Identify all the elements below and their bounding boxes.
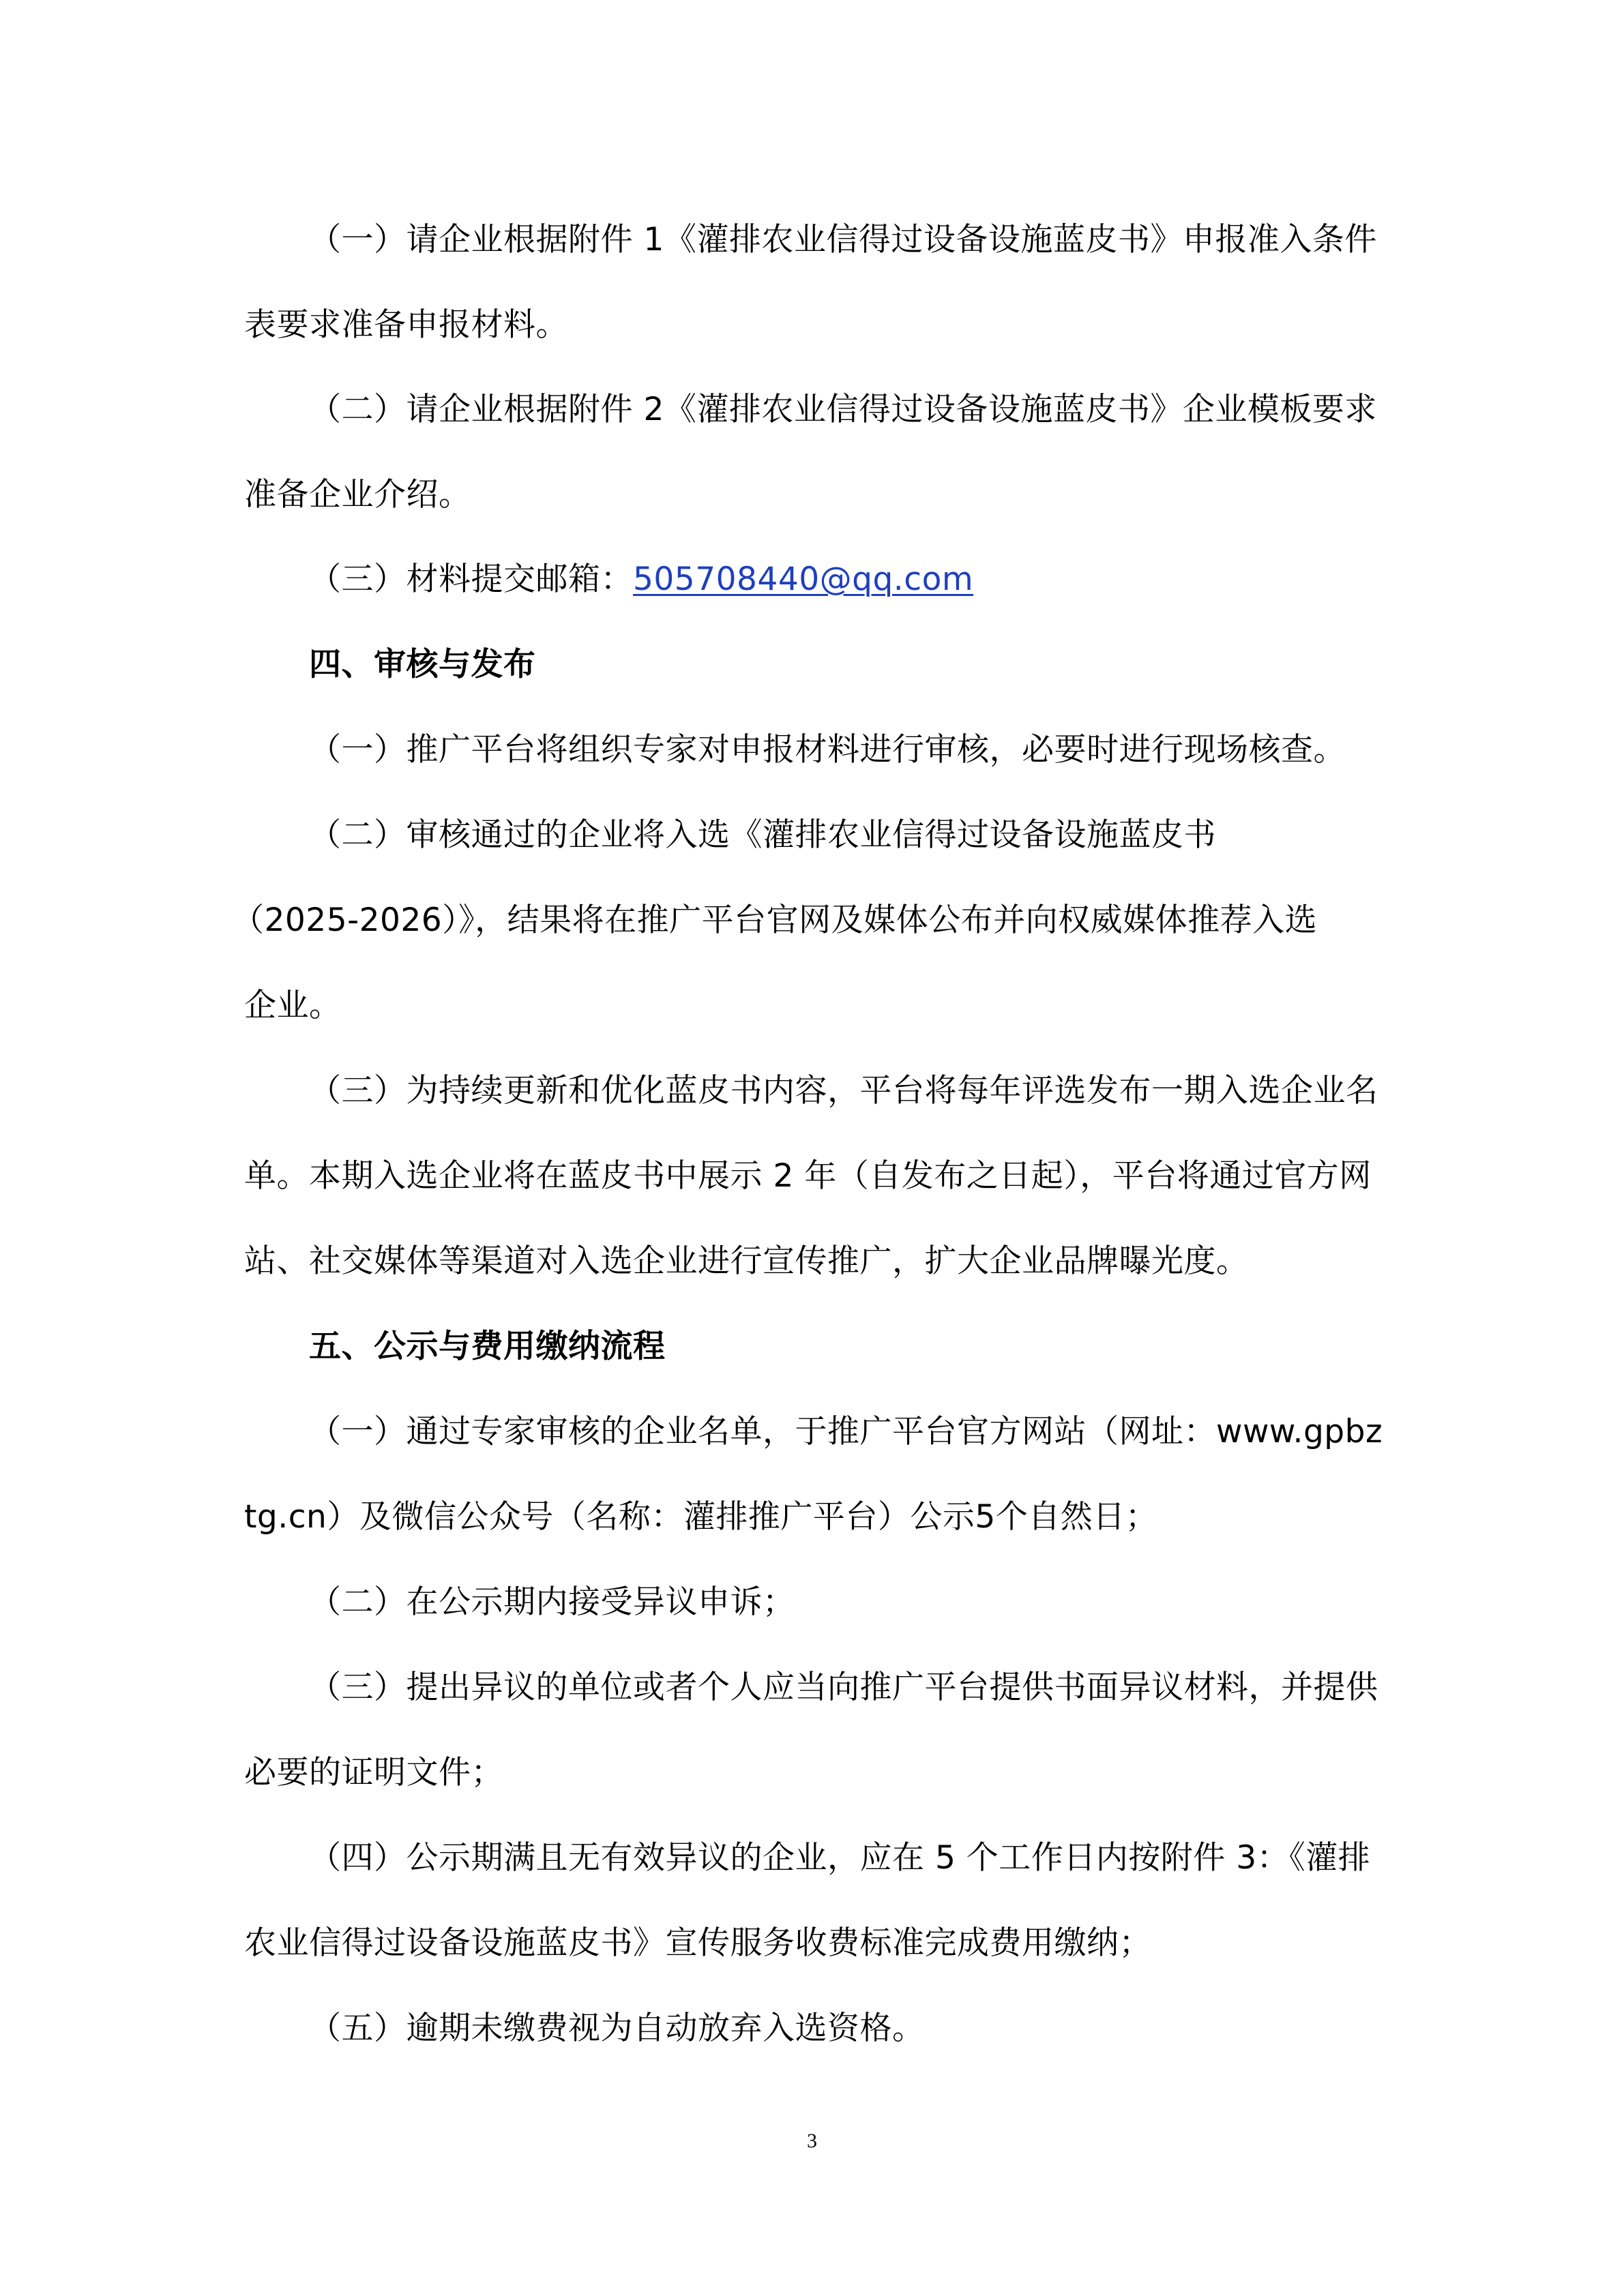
paragraph-10-line-1: （四）公示期满且无有效异议的企业，应在 5 个工作日内按附件 3：《灌排	[309, 1839, 1371, 1877]
paragraph-7-line-2: tg.cn）及微信公众号（名称：灌排推广平台）公示5个自然日；	[244, 1498, 1158, 1536]
paragraph-6-line-3: 站、社交媒体等渠道对入选企业进行宣传推广，扩大企业品牌曝光度。	[244, 1242, 1249, 1280]
paragraph-1-line-1: （一）请企业根据附件 1《灌排农业信得过设备设施蓝皮书》申报准入条件	[309, 221, 1377, 258]
page-number: 3	[807, 2130, 817, 2152]
paragraph-6-line-1: （三）为持续更新和优化蓝皮书内容，平台将每年评选发布一期入选企业名	[309, 1072, 1378, 1109]
email-link[interactable]: 505708440@qq.com	[633, 561, 974, 598]
email-label: （三）材料提交邮箱：	[309, 561, 633, 598]
paragraph-2-line-2: 准备企业介绍。	[244, 476, 471, 513]
paragraph-3-email-line	[309, 559, 973, 600]
paragraph-11-line-1: （五）逾期未缴费视为自动放弃入选资格。	[309, 2010, 925, 2047]
paragraph-7-line-1: （一）通过专家审核的企业名单，于推广平台官方网站（网址：www.gpbz	[309, 1413, 1383, 1450]
section-heading-publicity-and-fees: 五、公示与费用缴纳流程	[309, 1328, 666, 1365]
paragraph-9-line-2: 必要的证明文件；	[244, 1754, 503, 1791]
paragraph-6-line-2: 单。本期入选企业将在蓝皮书中展示 2 年（自发布之日起），平台将通过官方网	[244, 1157, 1372, 1195]
paragraph-5-line-1: （二）审核通过的企业将入选《灌排农业信得过设备设施蓝皮书	[309, 816, 1216, 854]
paragraph-10-line-2: 农业信得过设备设施蓝皮书》宣传服务收费标准完成费用缴纳；	[244, 1924, 1151, 1962]
paragraph-2-line-1: （二）请企业根据附件 2《灌排农业信得过设备设施蓝皮书》企业模板要求	[309, 391, 1377, 428]
section-heading-review-and-release: 四、审核与发布	[309, 646, 536, 683]
paragraph-9-line-1: （三）提出异议的单位或者个人应当向推广平台提供书面异议材料，并提供	[309, 1669, 1378, 1706]
paragraph-4-line-1: （一）推广平台将组织专家对申报材料进行审核，必要时进行现场核查。	[309, 731, 1346, 769]
paragraph-8-line-1: （二）在公示期内接受异议申诉；	[309, 1583, 795, 1621]
paragraph-5-line-2: （2025-2026）》，结果将在推广平台官网及媒体公布并向权威媒体推荐入选	[232, 901, 1318, 939]
paragraph-5-line-3: 企业。	[244, 987, 342, 1024]
paragraph-1-line-2: 表要求准备申报材料。	[244, 306, 568, 344]
